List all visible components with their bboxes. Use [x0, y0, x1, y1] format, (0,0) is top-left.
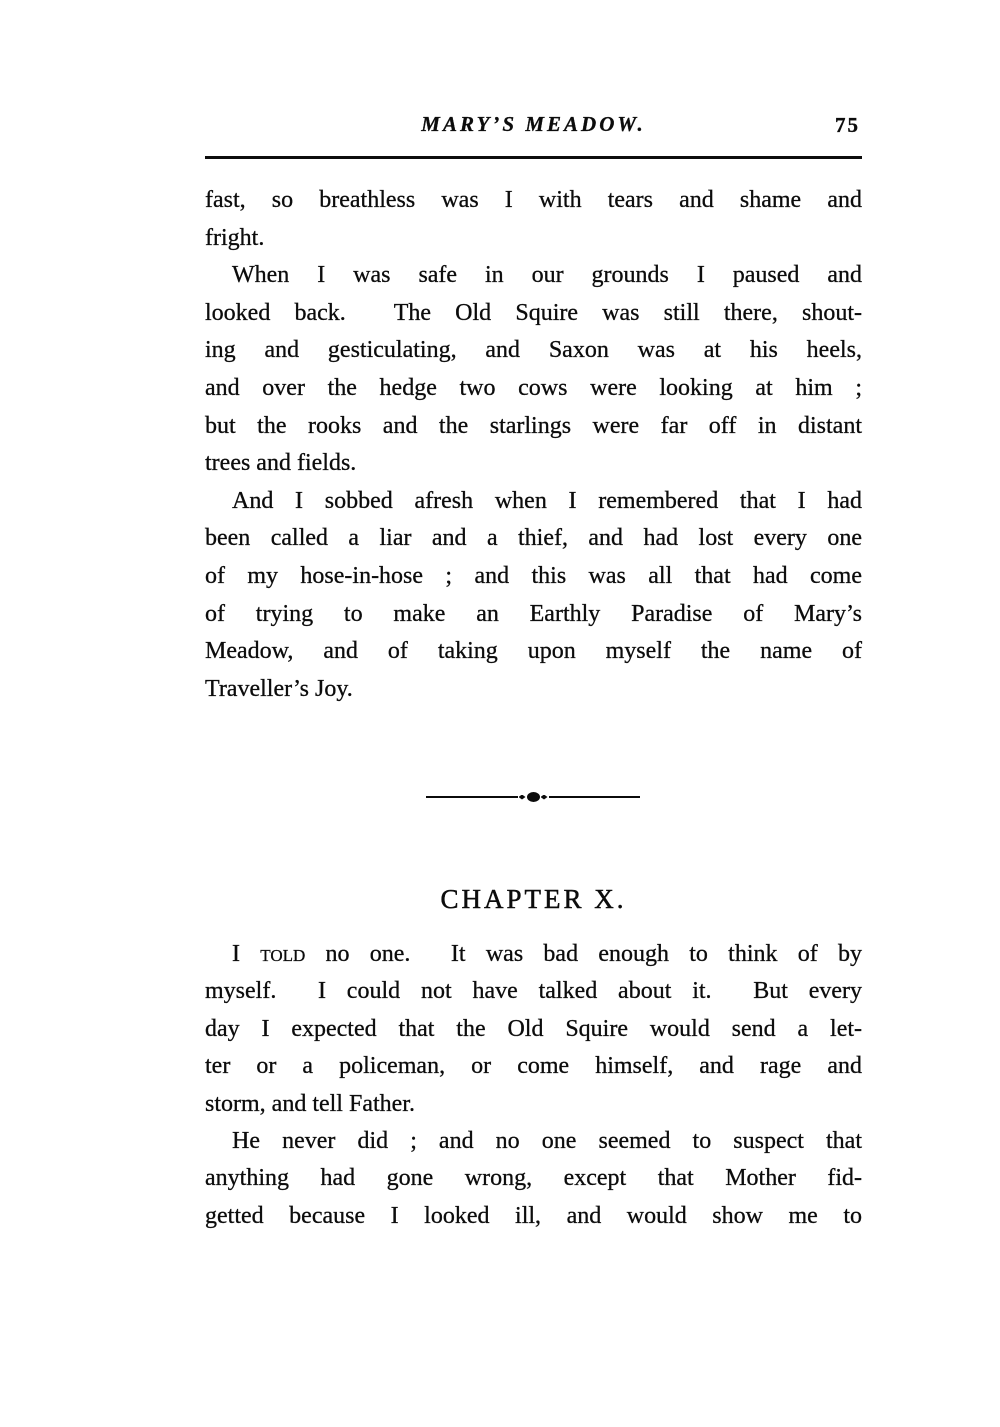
text-line: ter or a policeman, or come himself, and rage and — [205, 1053, 862, 1080]
text-line: Traveller’s Joy. — [205, 675, 353, 702]
text-line: storm, and tell Father. — [205, 1090, 415, 1117]
text-line: getted because I looked ill, and would show me to — [205, 1202, 862, 1229]
divider-diamond-icon — [527, 792, 540, 802]
text-line: ing and gesticulating, and Saxon was at his heels, — [205, 337, 862, 364]
page-header — [205, 112, 862, 144]
section-divider-ornament — [426, 790, 640, 804]
divider-line-right — [549, 796, 641, 798]
text-line: and over the hedge two cows were looking at him ; — [205, 374, 862, 401]
chapter-heading: CHAPTER X. — [440, 884, 627, 914]
text-line: myself. I could not have talked about it. But every — [205, 978, 862, 1005]
divider-tick-left-icon — [519, 795, 526, 800]
text-line: day I expected that the Old Squire would send a let- — [205, 1015, 862, 1042]
text-line: When I was safe in our grounds I paused and — [232, 262, 862, 289]
text-line: fright. — [205, 224, 265, 251]
text-line: of trying to make an Earthly Paradise of Mary’s — [205, 600, 862, 627]
page-number: 75 — [835, 113, 860, 137]
divider-line-left — [426, 796, 518, 798]
text-line: trees and fields. — [205, 450, 357, 477]
text-line: And I sobbed afresh when I remembered that I had — [232, 487, 862, 514]
divider-tick-right-icon — [541, 795, 548, 800]
text-line: but the rooks and the starlings were far off in distant — [205, 412, 862, 439]
text-line: Meadow, and of taking upon myself the name of — [205, 638, 862, 665]
body-text-top — [205, 182, 862, 708]
text-line: He never did ; and no one seemed to suspect that — [232, 1128, 862, 1155]
smallcaps-lead: I told — [232, 941, 306, 967]
text-line: I told no one. It was bad enough to think of by — [232, 941, 862, 967]
header-rule — [205, 156, 862, 159]
text-line: fast, so breathless was I with tears and shame and — [205, 187, 862, 213]
running-title: MARY’S MEADOW. — [421, 112, 646, 136]
text-line: of my hose-in-hose ; and this was all that had come — [205, 562, 862, 589]
text-line: anything had gone wrong, except that Mother fid- — [205, 1165, 862, 1192]
text-line: looked back. The Old Squire was still there, shout- — [205, 299, 862, 326]
body-text-bottom — [205, 936, 862, 1235]
text-line: been called a liar and a thief, and had lost every one — [205, 525, 862, 552]
